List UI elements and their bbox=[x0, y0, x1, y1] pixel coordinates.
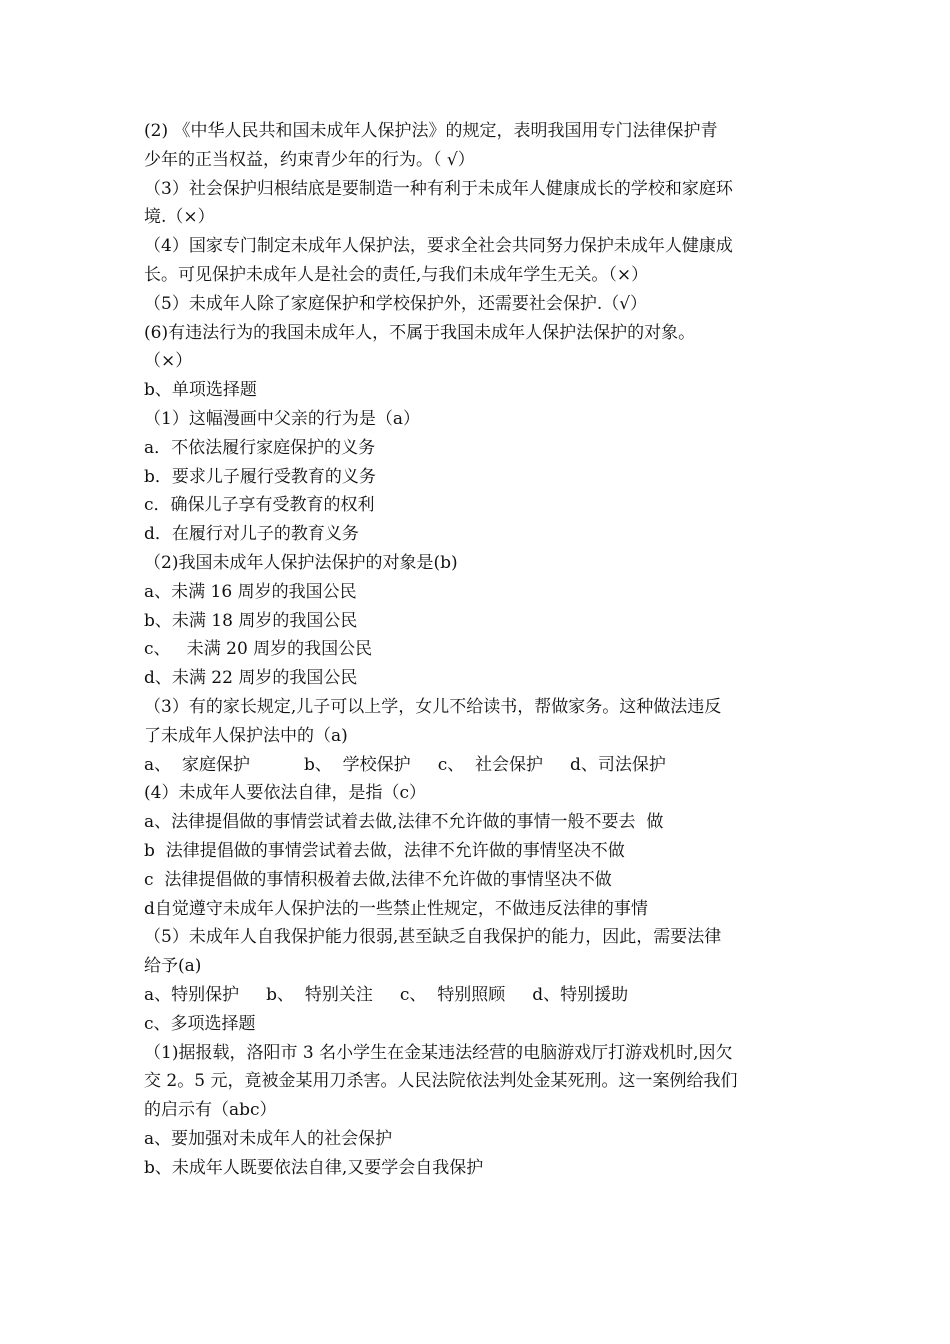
section-heading: c、多项选择题 bbox=[144, 1013, 256, 1034]
option-row: a、 家庭保护 b、 学校保护 c、 社会保护 d、司法保护 bbox=[144, 754, 666, 775]
text-line: （4）国家专门制定未成年人保护法，要求全社会共同努力保护未成年人健康成 bbox=[144, 236, 733, 257]
option: b．要求儿子履行受教育的义务 bbox=[144, 466, 376, 487]
question: （1）这幅漫画中父亲的行为是（a） bbox=[144, 408, 420, 429]
document-body bbox=[144, 117, 824, 1182]
section-heading: b、单项选择题 bbox=[144, 380, 257, 401]
question: （5）未成年人自我保护能力很弱,甚至缺乏自我保护的能力，因此，需要法律 bbox=[144, 927, 722, 948]
text-line: 长。可见保护未成年人是社会的责任,与我们未成年学生无关。（×） bbox=[144, 264, 649, 285]
text-line: （×） bbox=[144, 351, 193, 372]
option: a、要加强对未成年人的社会保护 bbox=[144, 1128, 393, 1149]
text-line: （5）未成年人除了家庭保护和学校保护外，还需要社会保护.（√） bbox=[144, 293, 648, 314]
option: a．不依法履行家庭保护的义务 bbox=[144, 437, 376, 458]
option: b、未成年人既要依法自律,又要学会自我保护 bbox=[144, 1157, 484, 1178]
question: 交 2。5 元，竟被金某用刀杀害。人民法院依法判处金某死刑。这一案例给我们 bbox=[144, 1071, 738, 1092]
text-line: 境.（×） bbox=[144, 207, 215, 228]
option: b、未满 18 周岁的我国公民 bbox=[144, 610, 358, 631]
question: 的启示有（abc） bbox=[144, 1100, 277, 1121]
question: （3）有的家长规定,儿子可以上学，女儿不给读书，帮做家务。这种做法违反 bbox=[144, 696, 722, 717]
option: d．在履行对儿子的教育义务 bbox=[144, 524, 359, 545]
option: c、 未满 20 周岁的我国公民 bbox=[144, 639, 373, 660]
option: d自觉遵守未成年人保护法的一些禁止性规定，不做违反法律的事情 bbox=[144, 898, 648, 919]
text-line: （3）社会保护归根结底是要制造一种有利于未成年人健康成长的学校和家庭环 bbox=[144, 178, 733, 199]
text-line: (6)有违法行为的我国未成年人，不属于我国未成年人保护法保护的对象。 bbox=[144, 322, 696, 343]
option: c 法律提倡做的事情积极着去做,法律不允许做的事情坚决不做 bbox=[144, 869, 612, 890]
option: b 法律提倡做的事情尝试着去做，法律不允许做的事情坚决不做 bbox=[144, 840, 625, 861]
option: d、未满 22 周岁的我国公民 bbox=[144, 668, 358, 689]
question: 了未成年人保护法中的（a) bbox=[144, 725, 348, 746]
question: （2)我国未成年人保护法保护的对象是(b) bbox=[144, 552, 458, 573]
text-line: (2) 《中华人民共和国未成年人保护法》的规定，表明我国用专门法律保护青 bbox=[144, 121, 718, 141]
question: 给予(a) bbox=[144, 956, 202, 977]
question: (4）未成年人要依法自律，是指（c） bbox=[144, 783, 426, 804]
question: （1)据报载，洛阳市 3 名小学生在金某违法经营的电脑游戏厅打游戏机时,因欠 bbox=[144, 1042, 733, 1063]
text-line: 少年的正当权益，约束青少年的行为。（ √） bbox=[144, 149, 475, 170]
option-row: a、特别保护 b、 特别关注 c、 特别照顾 d、特别援助 bbox=[144, 984, 629, 1005]
option: c．确保儿子享有受教育的权利 bbox=[144, 495, 375, 516]
option: a、未满 16 周岁的我国公民 bbox=[144, 581, 357, 602]
option: a、法律提倡做的事情尝试着去做,法律不允许做的事情一般不要去 做 bbox=[144, 812, 664, 833]
